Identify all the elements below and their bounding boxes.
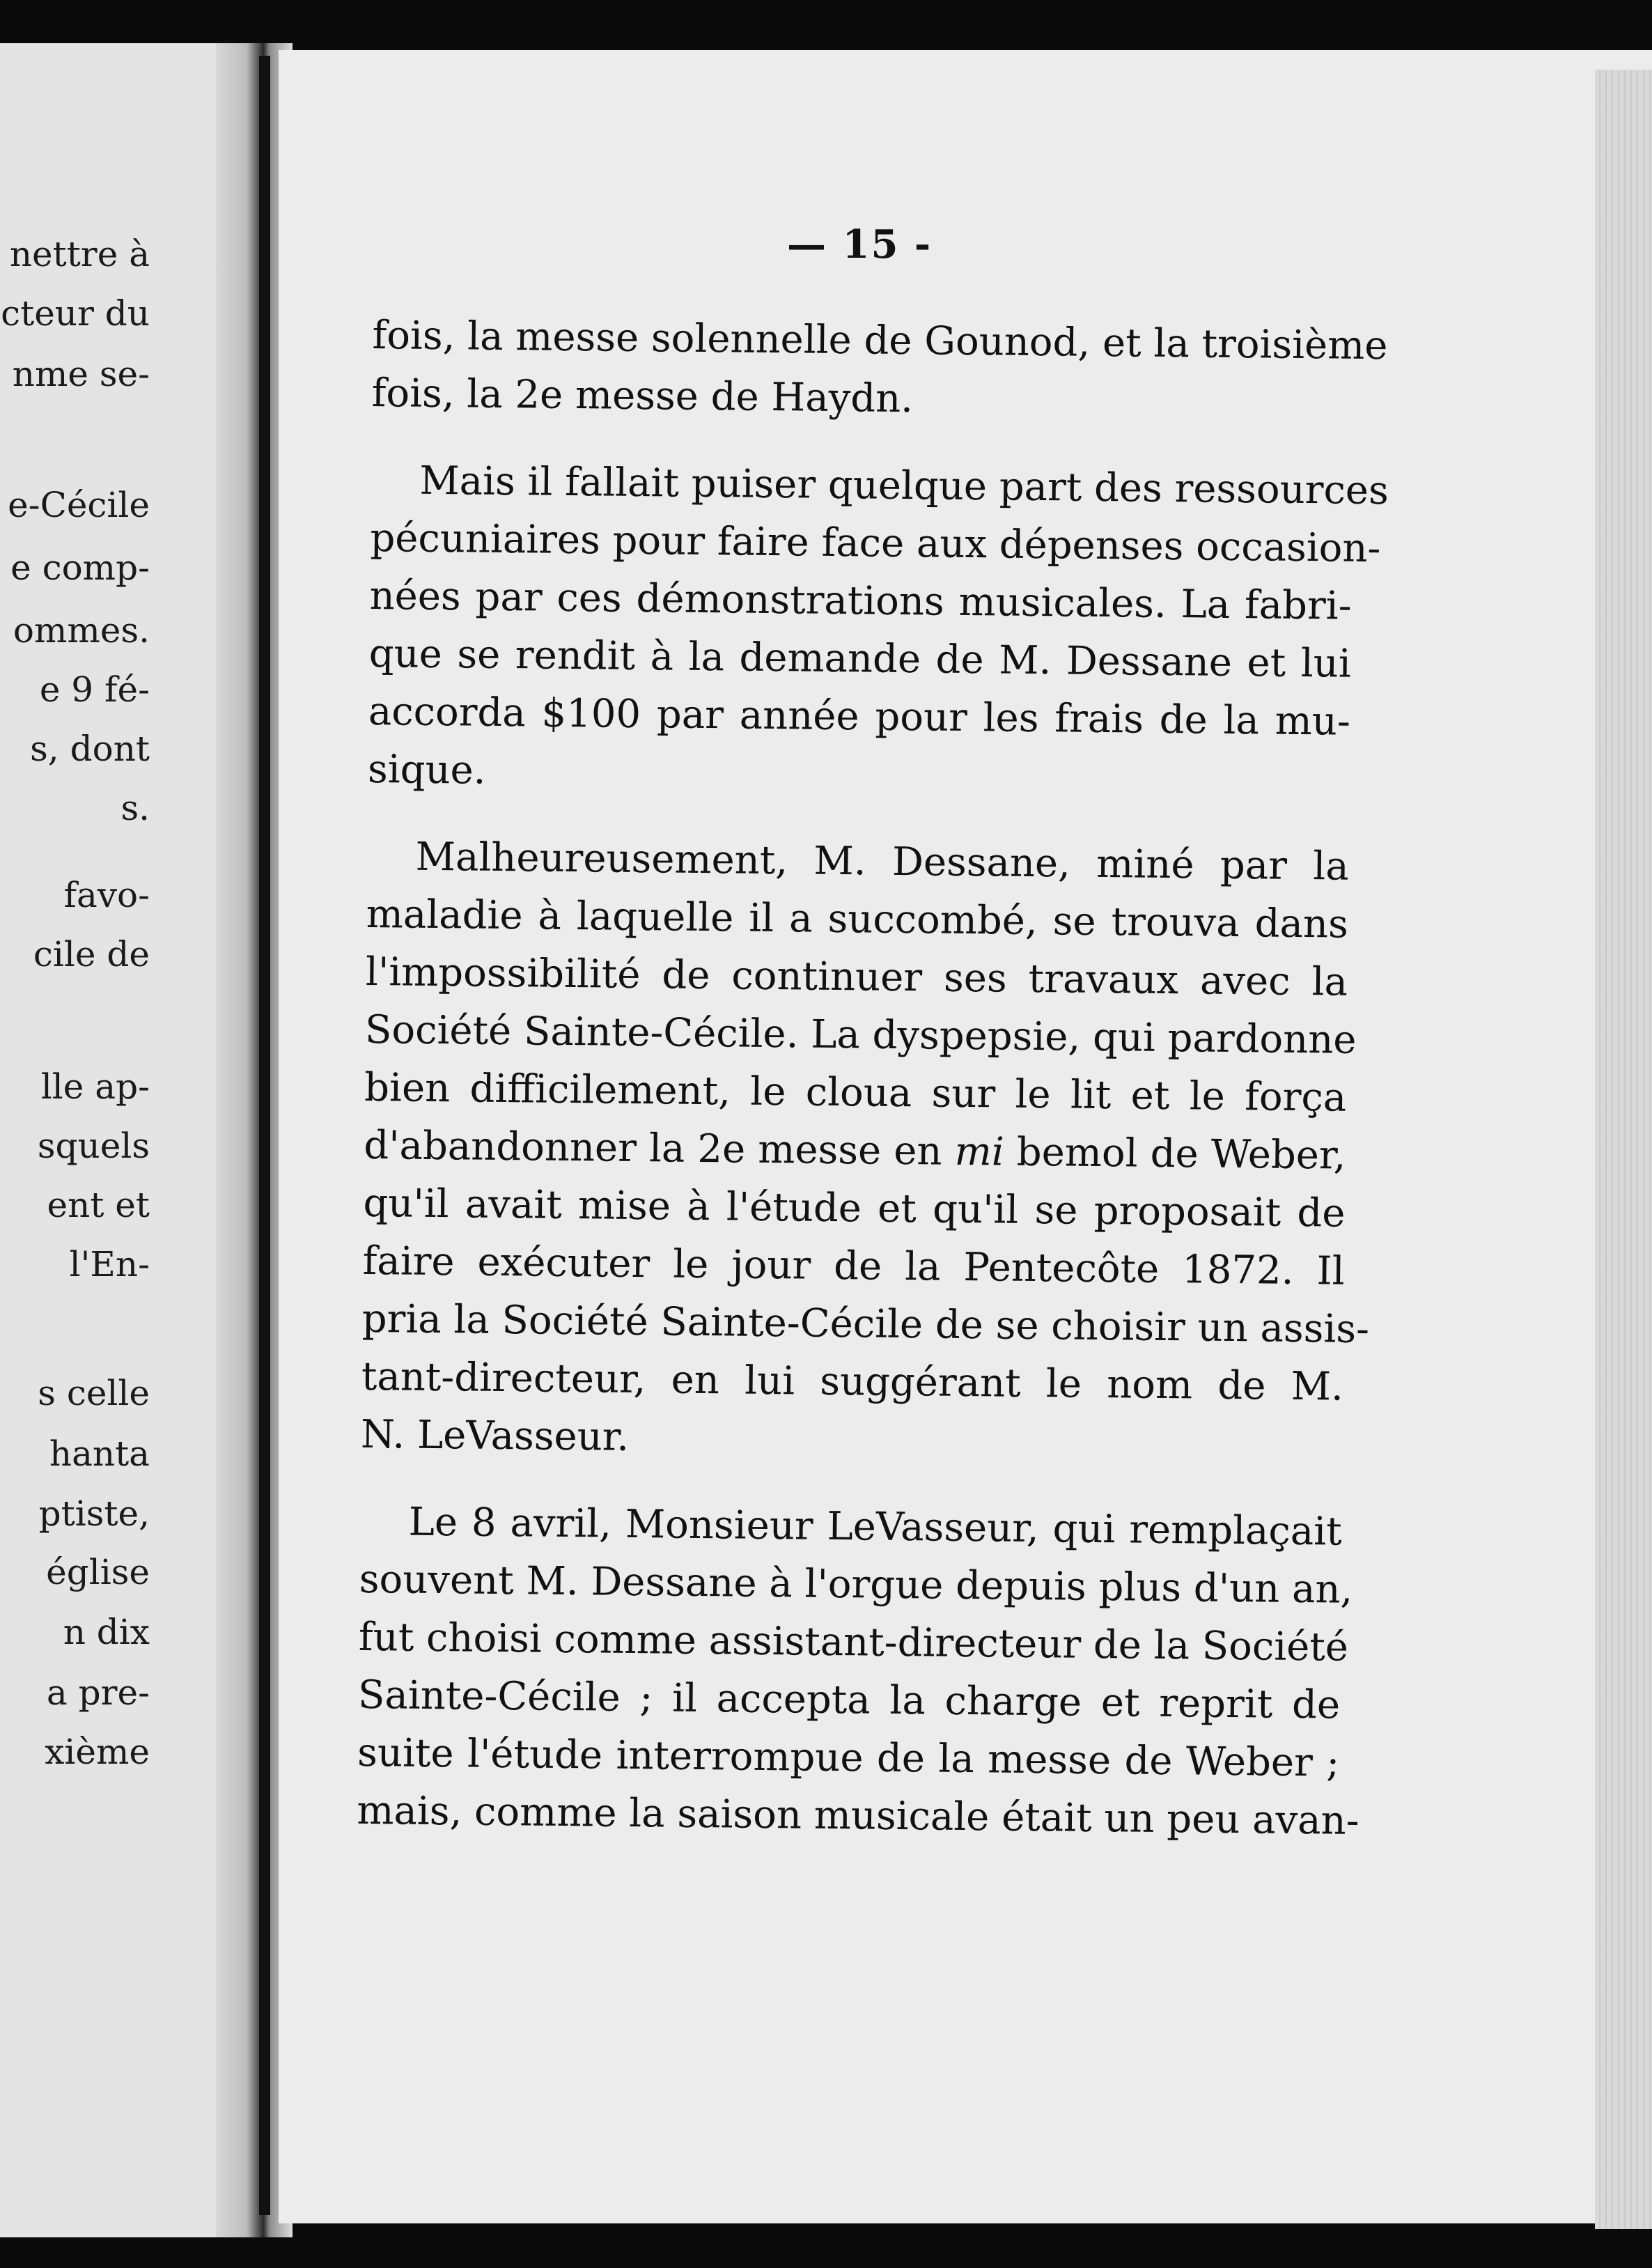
left-page-text-fragment: s celle	[38, 1373, 150, 1413]
text-line: fut choisi comme assistant-directeur de la Société	[358, 1614, 1349, 1670]
left-page-text-fragment: e-Cécile	[8, 485, 150, 525]
text-line: l'impossibilité de continuer ses travaux avec la	[365, 949, 1348, 1005]
text-line: faire exécuter le jour de la Pentecôte 1872. Il	[362, 1238, 1345, 1294]
text-line: pécuniaires pour faire face aux dépenses occasion-	[370, 515, 1381, 572]
left-page-text-fragment: lle ap-	[40, 1066, 150, 1107]
text-line: sique.	[367, 746, 486, 793]
text-line: souvent M. Dessane à l'orgue depuis plus d'un an,	[359, 1556, 1353, 1613]
line-end: bemol de Weber,	[1016, 1129, 1346, 1179]
text-line: Sainte-Cécile ; il accepta la charge et reprit de	[357, 1672, 1341, 1728]
left-page-text-fragment: e 9 fé-	[39, 669, 150, 710]
text-line: bien difficilement, le cloua sur le lit et le força	[364, 1064, 1347, 1121]
left-page-text-fragment: hanta	[49, 1434, 150, 1474]
text-line: fois, la messe solennelle de Gounod, et la troisième	[372, 312, 1388, 369]
text-line: fois, la 2e messe de Haydn.	[371, 370, 914, 422]
text-line: Mais il fallait puiser quelque part des ressources	[419, 458, 1389, 514]
text-line: suite l'étude interrompue de la messe de Weber ;	[357, 1730, 1340, 1786]
left-page-text-fragment: squels	[37, 1126, 150, 1166]
text-line: que se rendit à la demande de M. Dessane et lui	[368, 630, 1352, 687]
binding-shadow	[259, 56, 270, 2215]
left-page-text-fragment: s, dont	[30, 729, 150, 769]
left-page-text-fragment: cile de	[33, 934, 150, 974]
left-page-text-fragment: s.	[120, 788, 150, 828]
text-line: Société Sainte-Cécile. La dyspepsie, qui pardonne	[364, 1007, 1357, 1063]
page-number: — 15 -	[787, 222, 933, 267]
text-line: N. LeVasseur.	[360, 1411, 630, 1460]
text-line: nées par ces démonstrations musicales. La fabri-	[369, 573, 1352, 629]
text-line: pria la Société Sainte-Cécile de se choisir un assis-	[361, 1296, 1370, 1353]
left-page-text-fragment: e comp-	[10, 547, 150, 588]
left-page-text-fragment: ent et	[47, 1185, 150, 1225]
text-line: mais, comme la saison musicale était un peu avan-	[357, 1787, 1359, 1844]
left-page-text-fragment: nme se-	[12, 354, 150, 394]
text-line: tant-directeur, en lui suggérant le nom de M.	[361, 1353, 1344, 1410]
left-page-text-fragment: cteur du	[1, 293, 150, 334]
text-line: qu'il avait mise à l'étude et qu'il se proposait de	[363, 1180, 1346, 1236]
left-page-text-fragment: ptiste,	[38, 1493, 150, 1534]
text-line	[364, 1117, 1346, 1185]
text-line: maladie à laquelle il a succombé, se trouva dans	[366, 891, 1349, 947]
body-text	[357, 306, 1389, 1879]
left-page-text-fragment: n dix	[63, 1612, 150, 1652]
left-page-text-fragment: favo-	[63, 875, 150, 915]
page-edges	[1595, 70, 1652, 2229]
left-page-text-fragment: l'En-	[69, 1244, 150, 1284]
left-page-text-fragment: église	[46, 1552, 150, 1592]
text-line: accorda $100 par année pour les frais de la mu-	[368, 688, 1351, 745]
paragraph-4	[357, 1493, 1359, 1850]
line-start: d'abandonner la 2e messe en	[364, 1122, 942, 1174]
left-page-text-fragment: ommes.	[13, 610, 150, 651]
left-page-text-fragment: xième	[45, 1732, 150, 1772]
left-page-text-fragment: nettre à	[9, 234, 150, 274]
italic-word: mi	[954, 1128, 1005, 1175]
paragraph-2	[367, 451, 1389, 809]
text-line: Malheureusement, M. Dessane, miné par la	[415, 834, 1349, 890]
text-line: Le 8 avril, Monsieur LeVasseur, qui remplaçait	[408, 1499, 1342, 1555]
left-page-text-fragment: a pre-	[46, 1672, 150, 1713]
paragraph-1	[371, 306, 1388, 433]
paragraph-3	[360, 828, 1370, 1474]
